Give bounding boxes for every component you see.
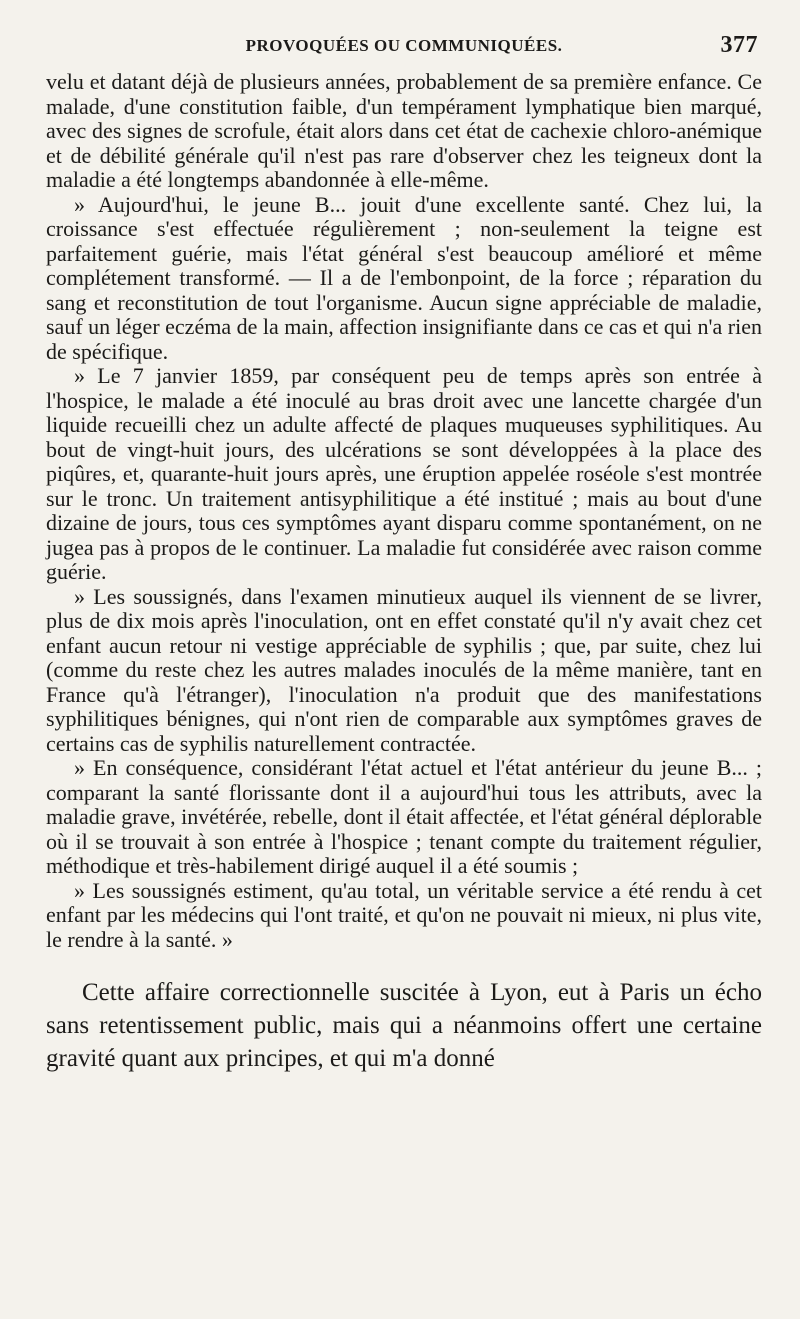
paragraph: » Les soussignés, dans l'examen minutieux auquel ils viennent de se livrer, plus de dix mois après l'inoculation, ont en effet constaté qu'il n'y avait chez cet enfant aucun retour ni vestige appréciable de syphilis ; que, par suite, chez lui (comme du reste chez les autres malades inoculés de la même manière, tant en France qu'à l'étranger), l'inoculation n'a produit que des manifestations syphilitiques bénignes, qui n'ont rien de comparable aux symptômes graves de certains cas de syphilis naturellement contractée. [46,583,762,756]
main-text [46,976,762,1075]
paragraph: » Aujourd'hui, le jeune B... jouit d'une excellente santé. Chez lui, la croissance s'est effectuée régulièrement ; non-seulement la teigne est parfaitement guérie, mais l'état général s'est beaucoup amélioré et même complétement transformé. — Il a de l'embonpoint, de la force ; réparation du sang et reconstitution de tout l'organisme. Aucun signe appréciable de maladie, sauf un léger eczéma de la main, affection insignifiante dans ce cas et qui n'a rien de spécifique. [46,191,762,364]
paragraph: » Le 7 janvier 1859, par conséquent peu de temps après son entrée à l'hospice, le malade a été inoculé au bras droit avec une lancette chargée d'un liquide recueilli chez un adulte affecté de plaques muqueuses syphilitiques. Au bout de vingt-huit jours, des ulcérations se sont développées à la place des piqûres, et, quarante-huit jours après, une éruption appelée roséole s'est montrée sur le tronc. Un traitement antisyphilitique a été institué ; mais au bout d'une dizaine de jours, tous ces symptômes ayant disparu comme spontanément, on ne jugea pas à propos de le continuer. La maladie fut considérée avec raison comme guérie. [46,363,762,584]
page-header [46,30,762,70]
paragraph: » En conséquence, considérant l'état actuel et l'état antérieur du jeune B... ; comparant la santé florissante dont il a aujourd'hui tous les attributs, avec la maladie grave, invétérée, rebelle, dont il était affectée, et l'état général déplorable où il se trouvait à son entrée à l'hospice ; tenant compte du traitement régulier, méthodique et très-habilement dirigé auquel il a été soumis ; [46,755,762,878]
page-number: 377 [720,32,758,58]
paragraph: velu et datant déjà de plusieurs années, probablement de sa première enfance. Ce malade, d'une constitution faible, d'un tempérament lymphatique bien marqué, avec des signes de scrofule, était alors dans cet état de cachexie chloro-anémique et de débilité générale qu'il n'est pas rare d'observer chez les teigneux dont la maladie a été longtemps abandonnée à elle-même. [46,69,762,192]
paragraph: » Les soussignés estiment, qu'au total, un véritable service a été rendu à cet enfant par les médecins qui l'ont traité, et qu'on ne pouvait ni mieux, ni plus vite, le rendre à la santé. » [46,877,762,952]
paragraph: Cette affaire correctionnelle suscitée à Lyon, eut à Paris un écho sans retentissement public, mais qui a néanmoins offert une certaine gravité quant aux principes, et qui m'a donné [46,979,762,1072]
quoted-report [46,70,762,952]
running-head: PROVOQUÉES OU COMMUNIQUÉES. [245,36,563,55]
